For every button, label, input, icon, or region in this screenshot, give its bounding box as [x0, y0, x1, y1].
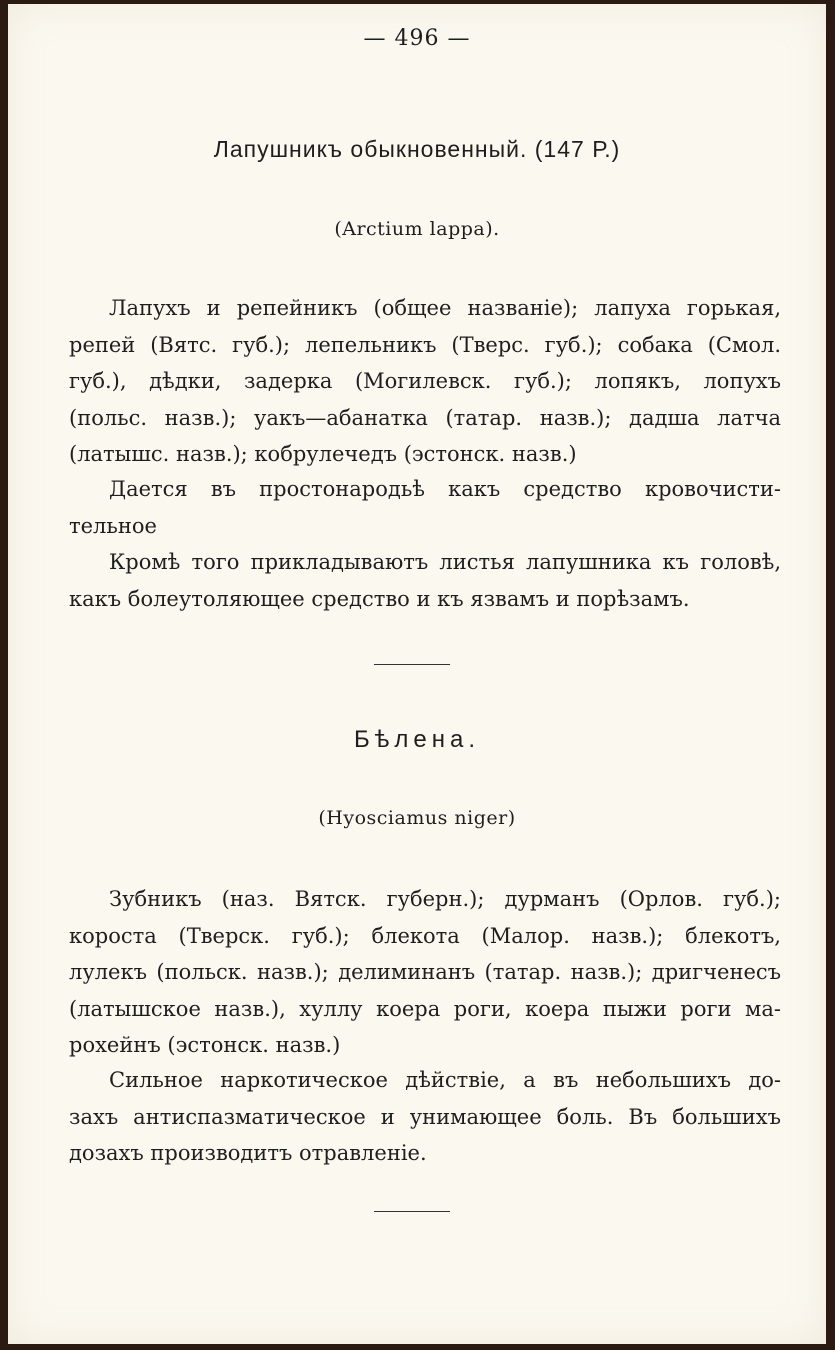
- section-divider: [374, 664, 450, 665]
- latin-name-lappa: (Arctium lappa).: [334, 218, 500, 240]
- paragraph-hyoscyamus-effect: [69, 1062, 781, 1172]
- paragraph-lappa-extra: [69, 544, 781, 617]
- text-line: короста (Тверск. губ.); блекота (Малор. назв.); блекотъ,: [69, 923, 781, 948]
- paragraph-hyoscyamus-names: [69, 881, 781, 1064]
- text-line: рохейнъ (эстонск. назв.): [69, 1033, 341, 1057]
- text-line: тельное: [69, 513, 157, 538]
- text-line: репей (Вятс. губ.); лепельникъ (Тверс. губ.); собака (Смол.: [69, 332, 781, 357]
- text-line: губ.), дѣдки, задерка (Могилевск. губ.); лопякъ, лопухъ: [69, 369, 781, 393]
- paragraph-lappa-names: [69, 290, 781, 473]
- text-line: Дается въ простонародьѣ какъ средство кровочисти-: [109, 477, 781, 501]
- text-line: захъ антиспазматическое и унимающее боль. Въ большихъ: [69, 1104, 781, 1129]
- entry-title-hyoscyamus: Бѣлена.: [353, 726, 481, 753]
- paragraph-lappa-use: [69, 471, 781, 544]
- entry-title-lappa: Лапушникъ обыкновенный. (147 Р.): [213, 136, 621, 162]
- text-line: (латышс. назв.); кобрулечедъ (эстонск. назв.): [69, 442, 577, 466]
- text-line: Кромѣ того прикладываютъ листья лапушника къ головѣ,: [109, 550, 781, 574]
- text-line: Зубникъ (наз. Вятск. губерн.); дурманъ (Орлов. губ.);: [109, 887, 781, 911]
- page-number: — 496 —: [363, 26, 471, 51]
- text-line: Сильное наркотическое дѣйствіе, а въ небольшихъ до-: [109, 1068, 781, 1092]
- latin-name-hyoscyamus: (Hyoscіamus niger): [318, 807, 516, 829]
- book-page: [8, 4, 826, 1344]
- text-line: (польс. назв.); уакъ—абанатка (татар. назв.); дадша латча: [69, 405, 781, 430]
- section-divider: [374, 1211, 450, 1212]
- text-line: (латышское назв.), хуллу коера роги, коера пыжи роги ма-: [69, 996, 781, 1021]
- text-line: дозахъ производитъ отравленіе.: [69, 1141, 427, 1165]
- text-line: Лапухъ и репейникъ (общее названіе); лапуха горькая,: [109, 296, 781, 320]
- text-line: какъ болеутоляющее средство и къ язвамъ и порѣзамъ.: [69, 586, 690, 611]
- text-line: лулекъ (польск. назв.); делиминанъ (татар. назв.); дригченесъ: [69, 960, 781, 984]
